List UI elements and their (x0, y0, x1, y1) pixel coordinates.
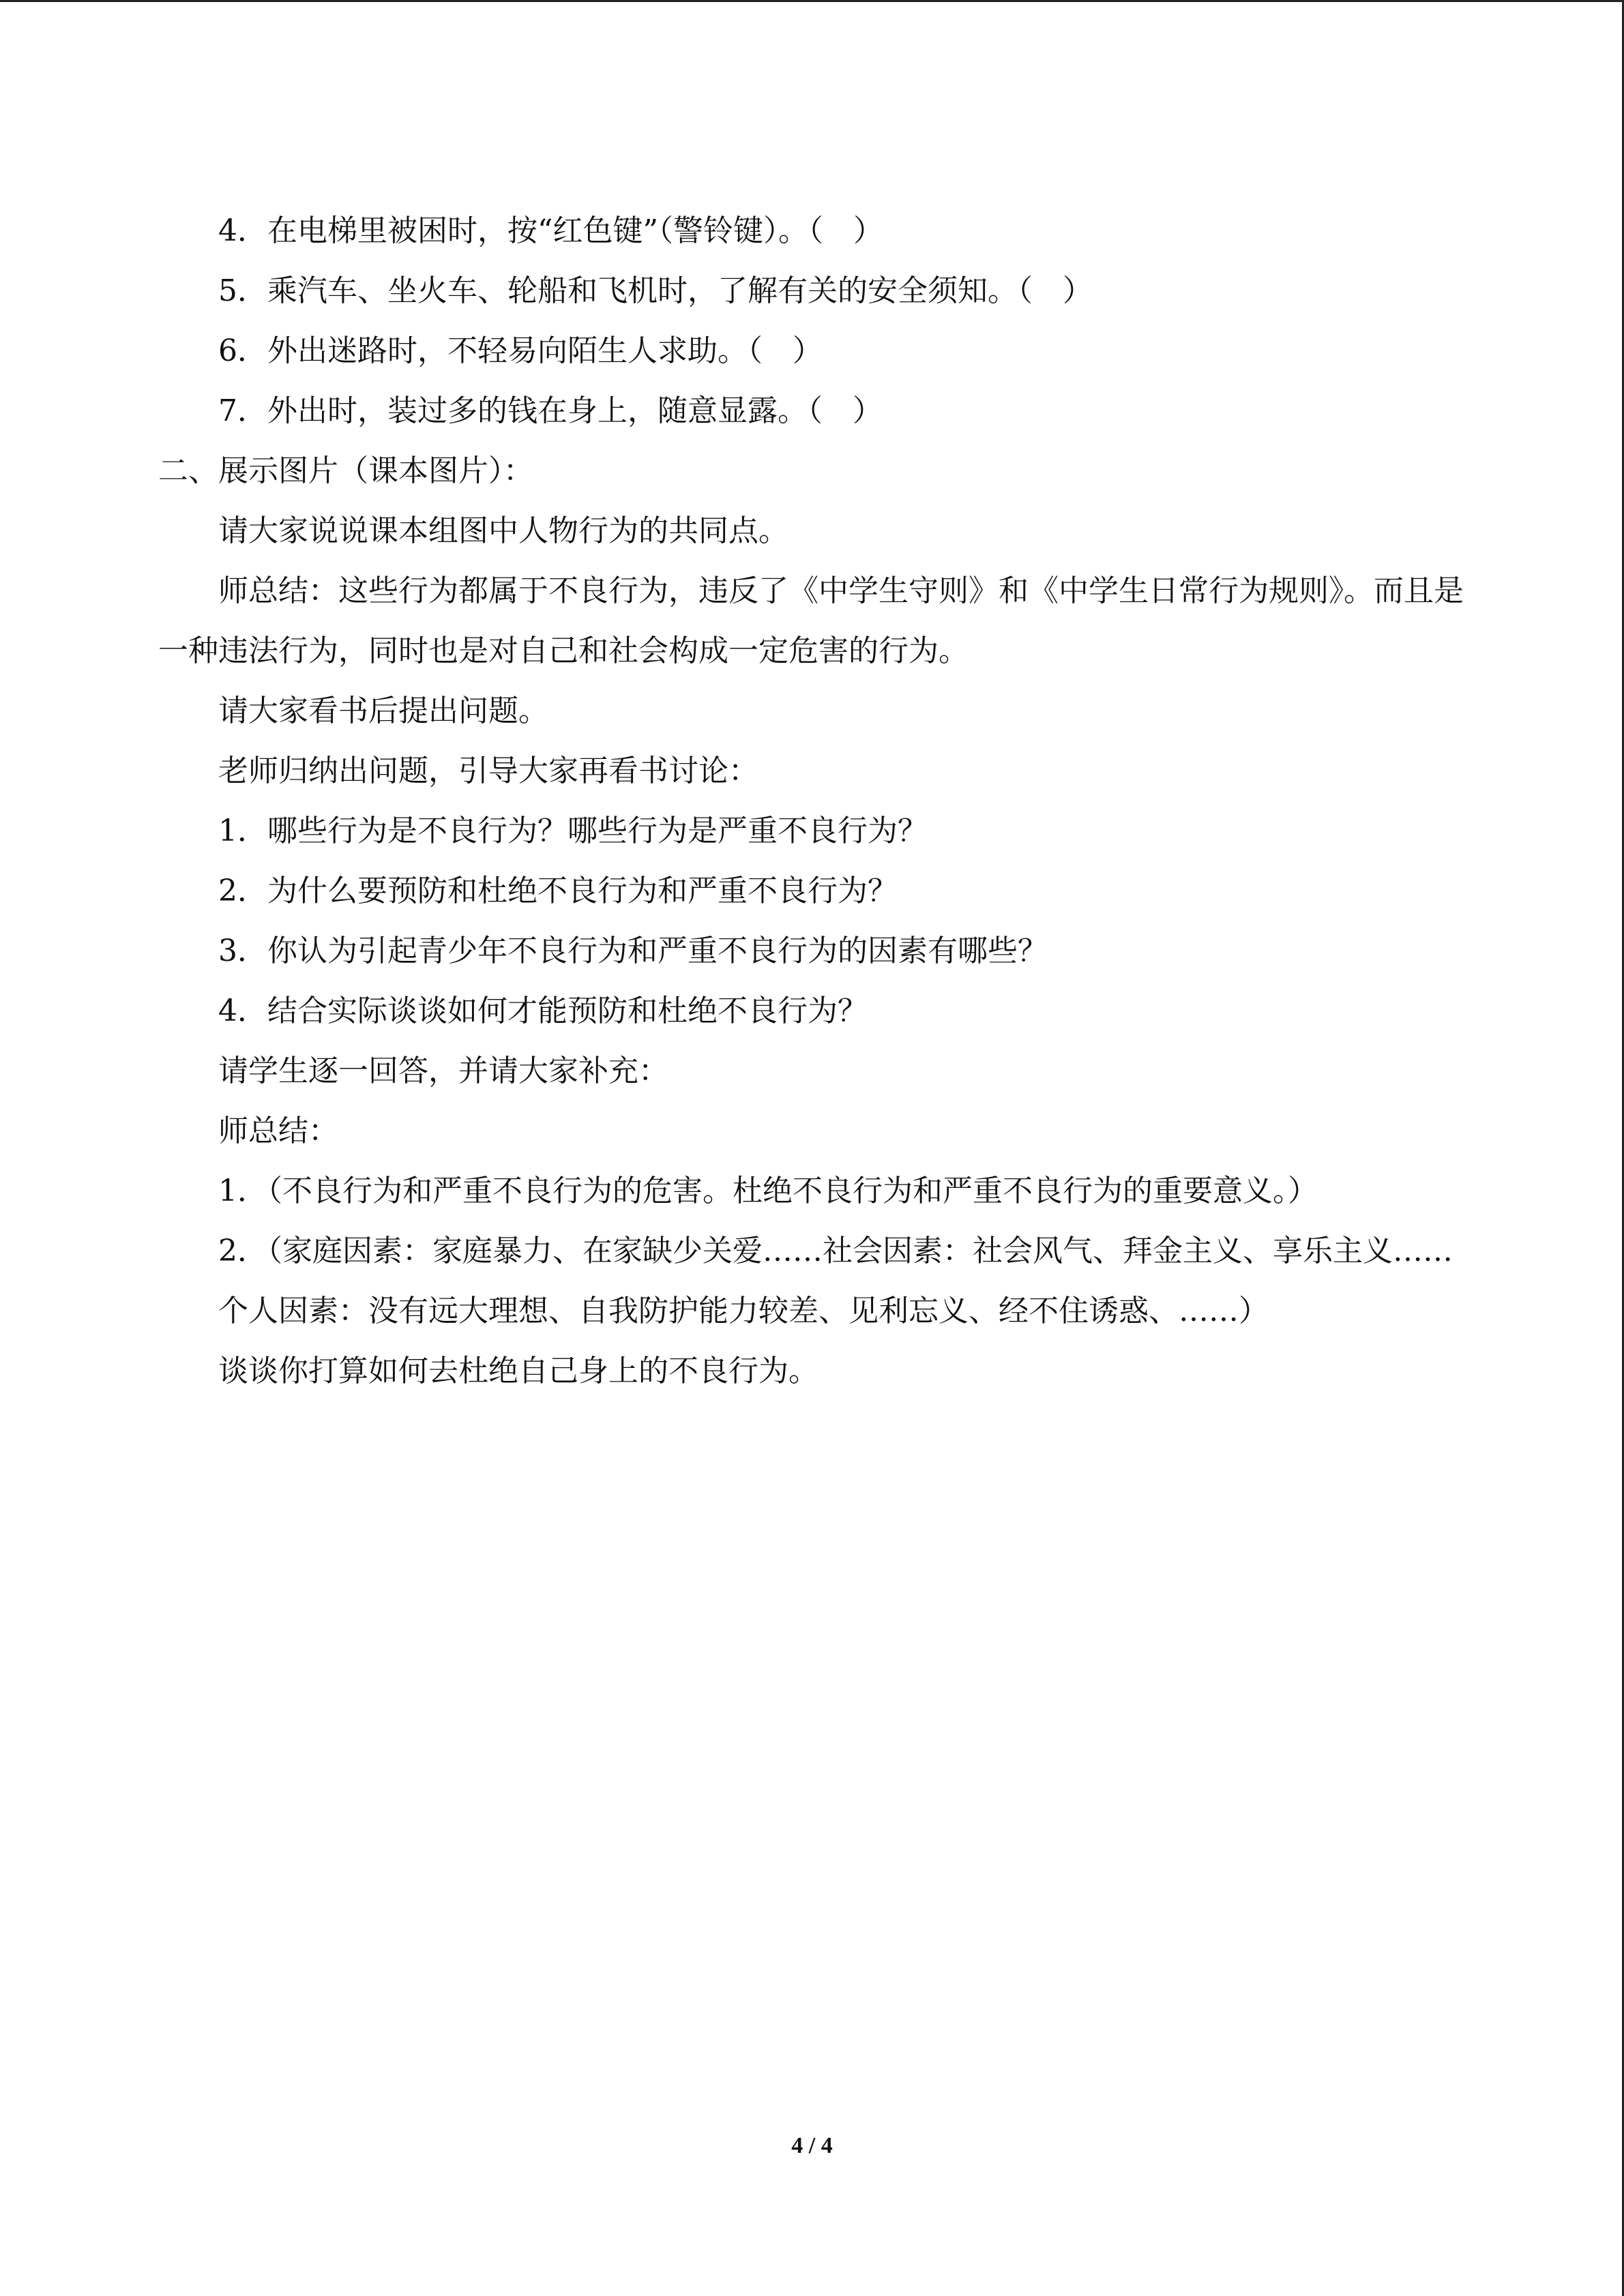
section-heading-show-pictures: 二、展示图片（课本图片）： (158, 453, 533, 488)
paragraph-students-answer: 请学生逐一回答，并请大家补充： (218, 1054, 668, 1088)
paragraph-teacher-summary-label: 师总结： (218, 1114, 338, 1148)
page-top-border (0, 0, 1624, 2)
paragraph-teacher-summary: 师总结：这些行为都属于不良行为，违反了《中学生守则》和《中学生日常行为规则》。而且是一种违法行为，同时也是对自己和社会构成一定危害的行为。 (158, 573, 1464, 668)
question-2: 2．为什么要预防和杜绝不良行为和严重不良行为？ (218, 874, 898, 908)
paragraph-closing-prompt: 谈谈你打算如何去杜绝自己身上的不良行为。 (218, 1354, 818, 1388)
summary-personal-factors: 个人因素：没有远大理想、自我防护能力较差、见利忘义、经不住诱惑、……） (218, 1294, 1269, 1328)
summary-point-1: 1．（不良行为和严重不良行为的危害。杜绝不良行为和严重不良行为的重要意义。） (218, 1174, 1318, 1208)
summary-point-2: 2．（家庭因素：家庭暴力、在家缺少关爱……社会因素：社会风气、拜金主义、享乐主义…… (218, 1234, 1453, 1268)
paragraph-ask-questions: 请大家看书后提出问题。 (218, 694, 548, 728)
question-4: 4．结合实际谈谈如何才能预防和杜绝不良行为？ (218, 994, 868, 1028)
paragraph-teacher-guide: 老师归纳出问题，引导大家再看书讨论： (218, 754, 758, 788)
item-5-transport-safety: 5．乘汽车、坐火车、轮船和飞机时，了解有关的安全须知。（ ） (218, 273, 1093, 308)
item-7-money: 7．外出时，装过多的钱在身上，随意显露。（ ） (218, 393, 883, 428)
item-4-elevator: 4．在电梯里被困时，按“红色键”（警铃键）。（ ） (218, 213, 883, 248)
paragraph-discuss-pictures: 请大家说说课本组图中人物行为的共同点。 (218, 513, 788, 548)
question-1: 1．哪些行为是不良行为？哪些行为是严重不良行为？ (218, 814, 928, 848)
item-6-lost: 6．外出迷路时，不轻易向陌生人求助。（ ） (218, 333, 823, 368)
question-3: 3．你认为引起青少年不良行为和严重不良行为的因素有哪些？ (218, 934, 1048, 968)
page-number: 4 / 4 (791, 2133, 833, 2158)
document-body (158, 201, 1468, 1401)
